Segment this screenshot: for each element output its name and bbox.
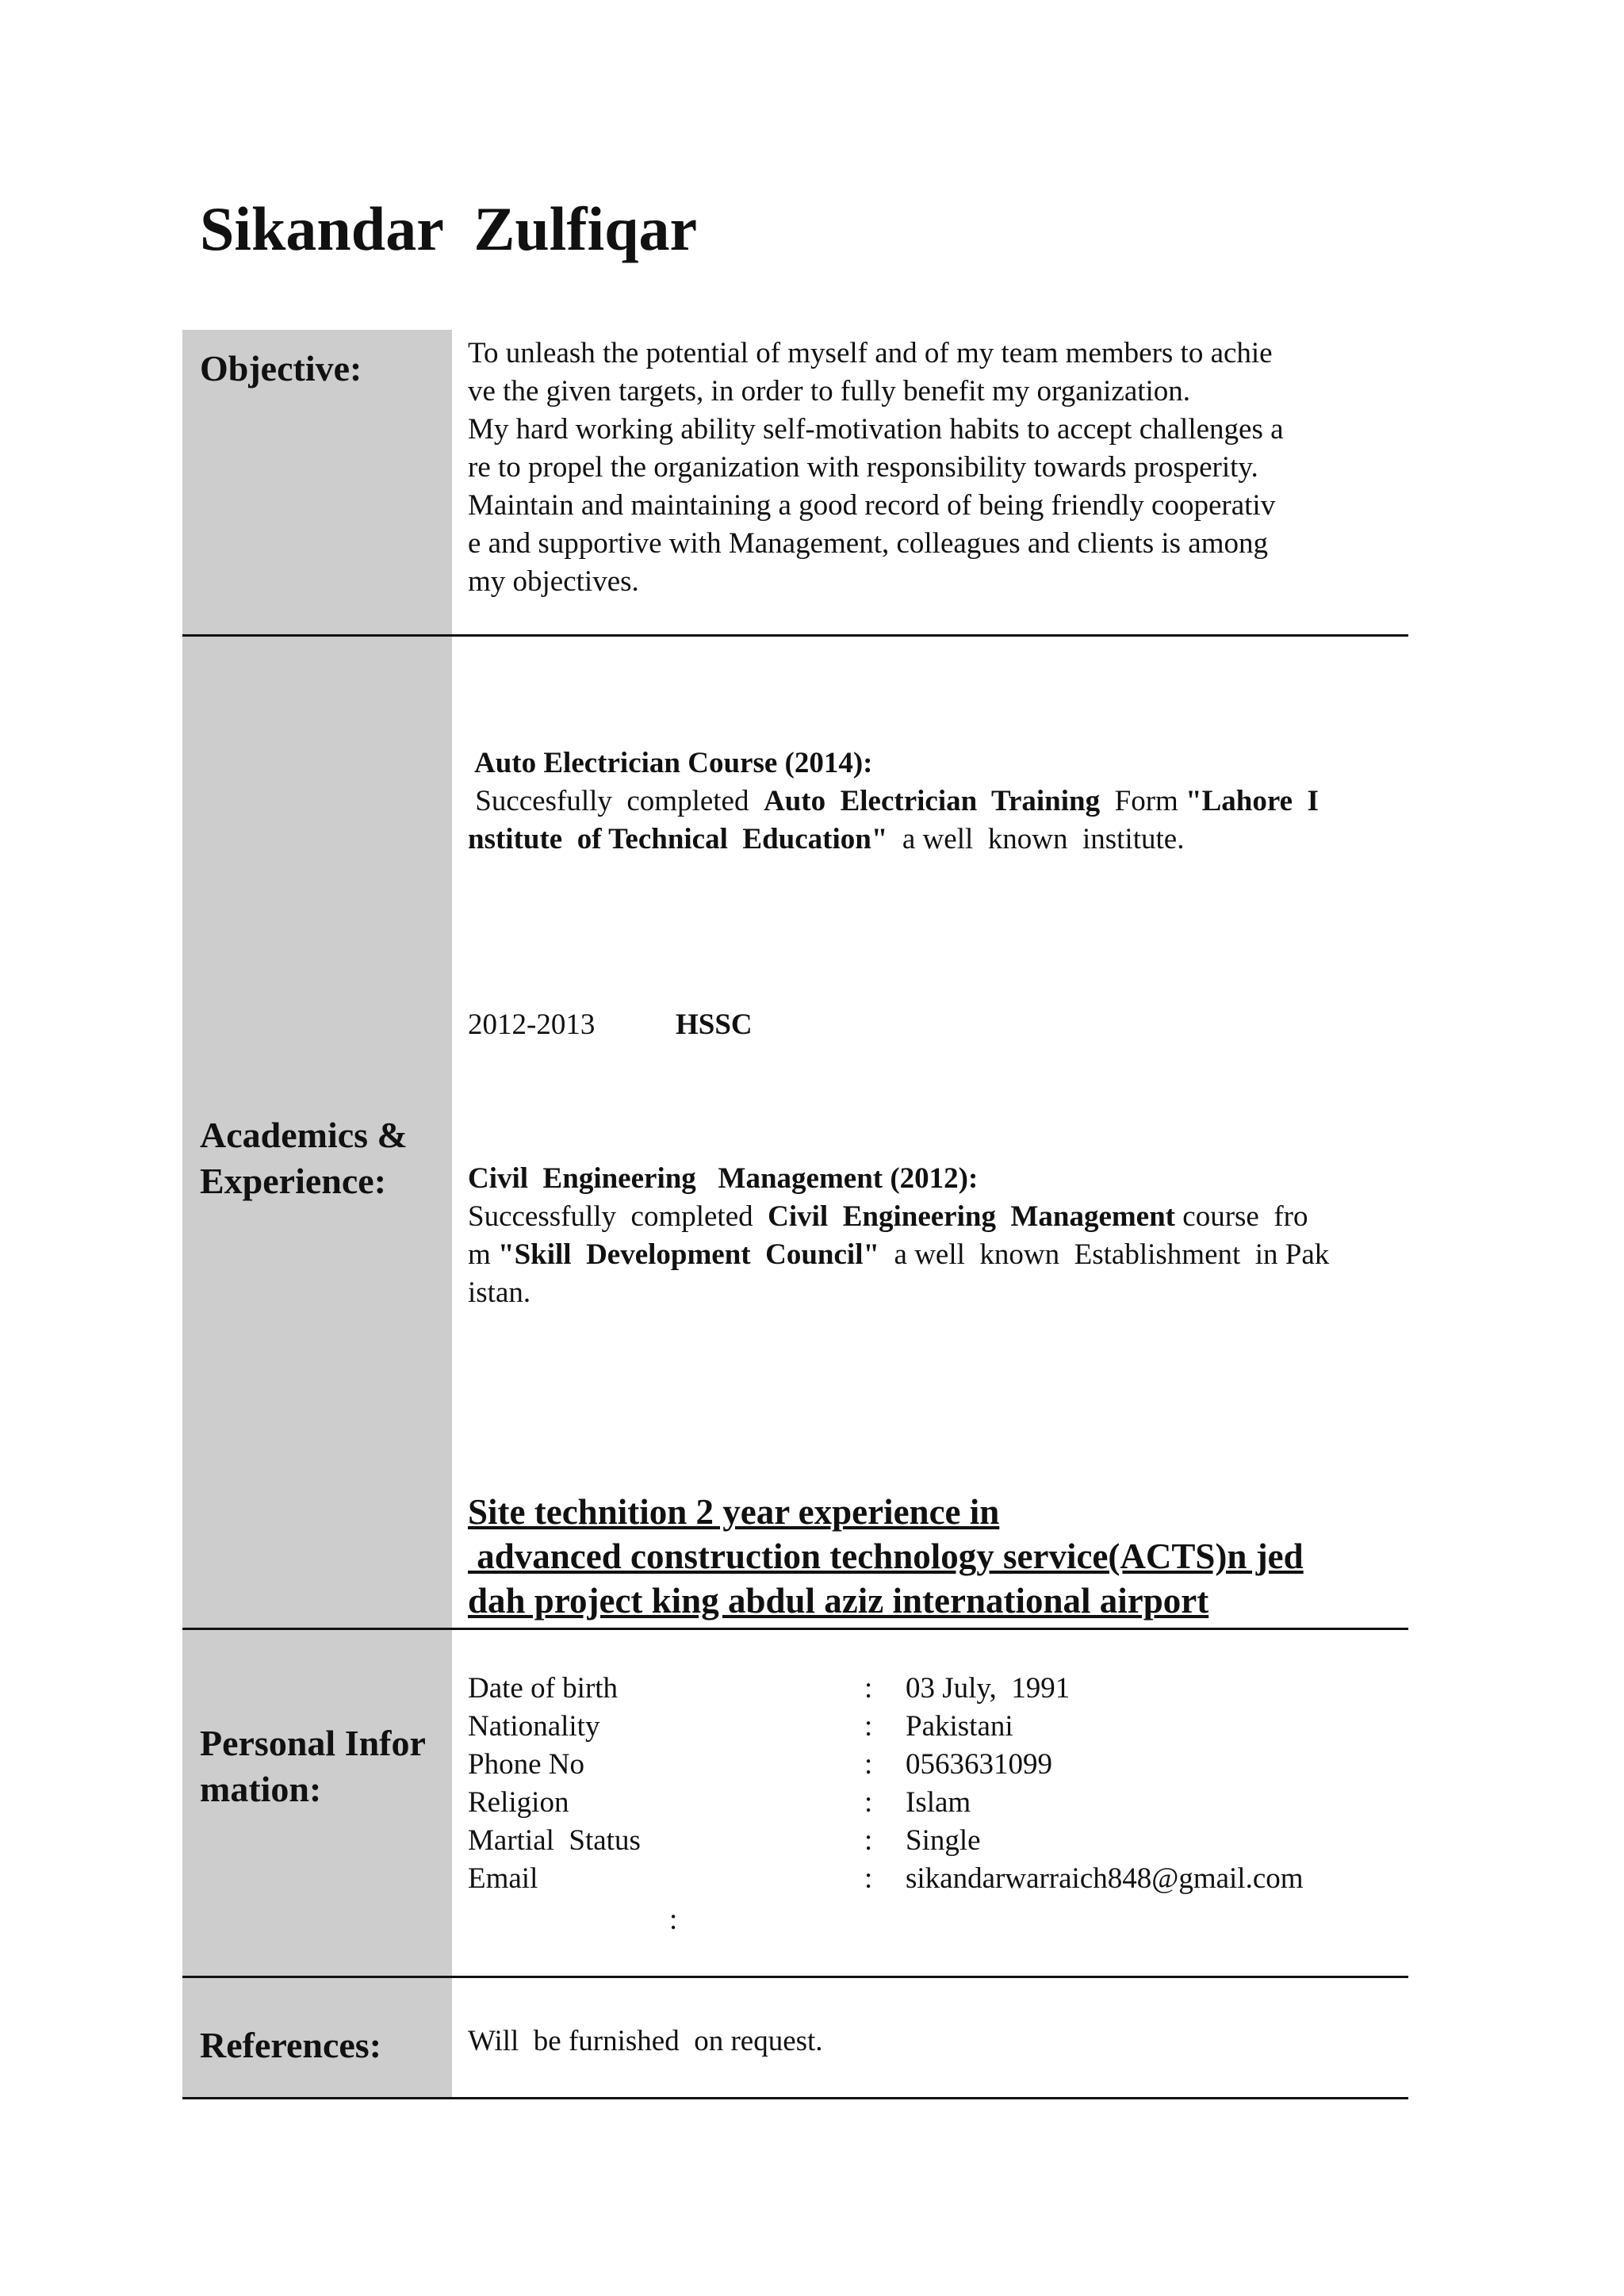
personal-info-section bbox=[182, 1630, 1408, 1976]
course-heading: Civil Engineering Management (2012): bbox=[468, 1162, 979, 1195]
personal-info-label: Personal Infor mation: bbox=[200, 1723, 426, 1809]
references-label-column bbox=[182, 1978, 452, 2097]
academics-label: Academics & Experience: bbox=[200, 1115, 408, 1201]
objective-content bbox=[468, 335, 1408, 634]
stray-colon: : bbox=[669, 1904, 678, 1936]
civil-engineering-course bbox=[468, 1160, 1408, 1312]
objective-line: To unleash the potential of myself and of my team members to achie bbox=[468, 337, 1273, 369]
objective-section bbox=[182, 330, 1408, 634]
academics-content bbox=[468, 637, 1408, 1628]
course-line: nstitute of Technical Education" a well known institute. bbox=[468, 823, 1185, 855]
course-line: m "Skill Development Council" a well known Establishment in Pak bbox=[468, 1238, 1330, 1271]
experience-line: Site technition 2 year experience in bbox=[468, 1492, 1000, 1532]
section-divider bbox=[182, 2097, 1408, 2099]
academics-section bbox=[182, 637, 1408, 1628]
hssc-years: 2012-2013 bbox=[468, 1008, 596, 1041]
work-experience bbox=[468, 1490, 1408, 1623]
personal-info-content: Date of birth : 03 July, 1991 Nationality : Pakistani Phone No : 0563631099 Religion : Islam Martial Status : Single Email : sikandarwarraich848@gmail.com : bbox=[468, 1630, 1408, 1976]
objective-line: my objectives. bbox=[468, 565, 639, 598]
objective-label: Objective: bbox=[200, 348, 362, 388]
course-line: Succesfully completed Auto Electrician Training Form "Lahore I bbox=[468, 785, 1319, 817]
objective-line: e and supportive with Management, colleagues and clients is among bbox=[468, 527, 1269, 560]
references-text: Will be furnished on request. bbox=[468, 2025, 823, 2057]
objective-label-column bbox=[182, 330, 452, 634]
hssc-title: HSSC bbox=[676, 1008, 753, 1041]
hssc-entry bbox=[468, 1006, 753, 1044]
objective-line: My hard working ability self-motivation habits to accept challenges a bbox=[468, 413, 1284, 446]
objective-line: ve the given targets, in order to fully benefit my organization. bbox=[468, 375, 1191, 408]
experience-line: advanced construction technology service(ACTS)n jed bbox=[468, 1536, 1304, 1576]
references-section bbox=[182, 1978, 1408, 2097]
objective-line: re to propel the organization with responsibility towards prosperity. bbox=[468, 451, 1258, 484]
course-line: istan. bbox=[468, 1276, 531, 1309]
references-label: References: bbox=[200, 2025, 382, 2065]
auto-electrician-course bbox=[468, 744, 1408, 859]
objective-line: Maintain and maintaining a good record of being friendly cooperativ bbox=[468, 489, 1276, 522]
personal-label-column bbox=[182, 1630, 452, 1976]
course-line: Successfully completed Civil Engineering Management course fro bbox=[468, 1200, 1308, 1233]
references-content bbox=[468, 1978, 1408, 2097]
experience-line: dah project king abdul aziz international airport bbox=[468, 1581, 1209, 1621]
candidate-name: Sikandar Zulfiqar bbox=[200, 194, 698, 263]
academics-label-column bbox=[182, 637, 452, 1628]
course-heading: Auto Electrician Course (2014): bbox=[474, 747, 873, 779]
